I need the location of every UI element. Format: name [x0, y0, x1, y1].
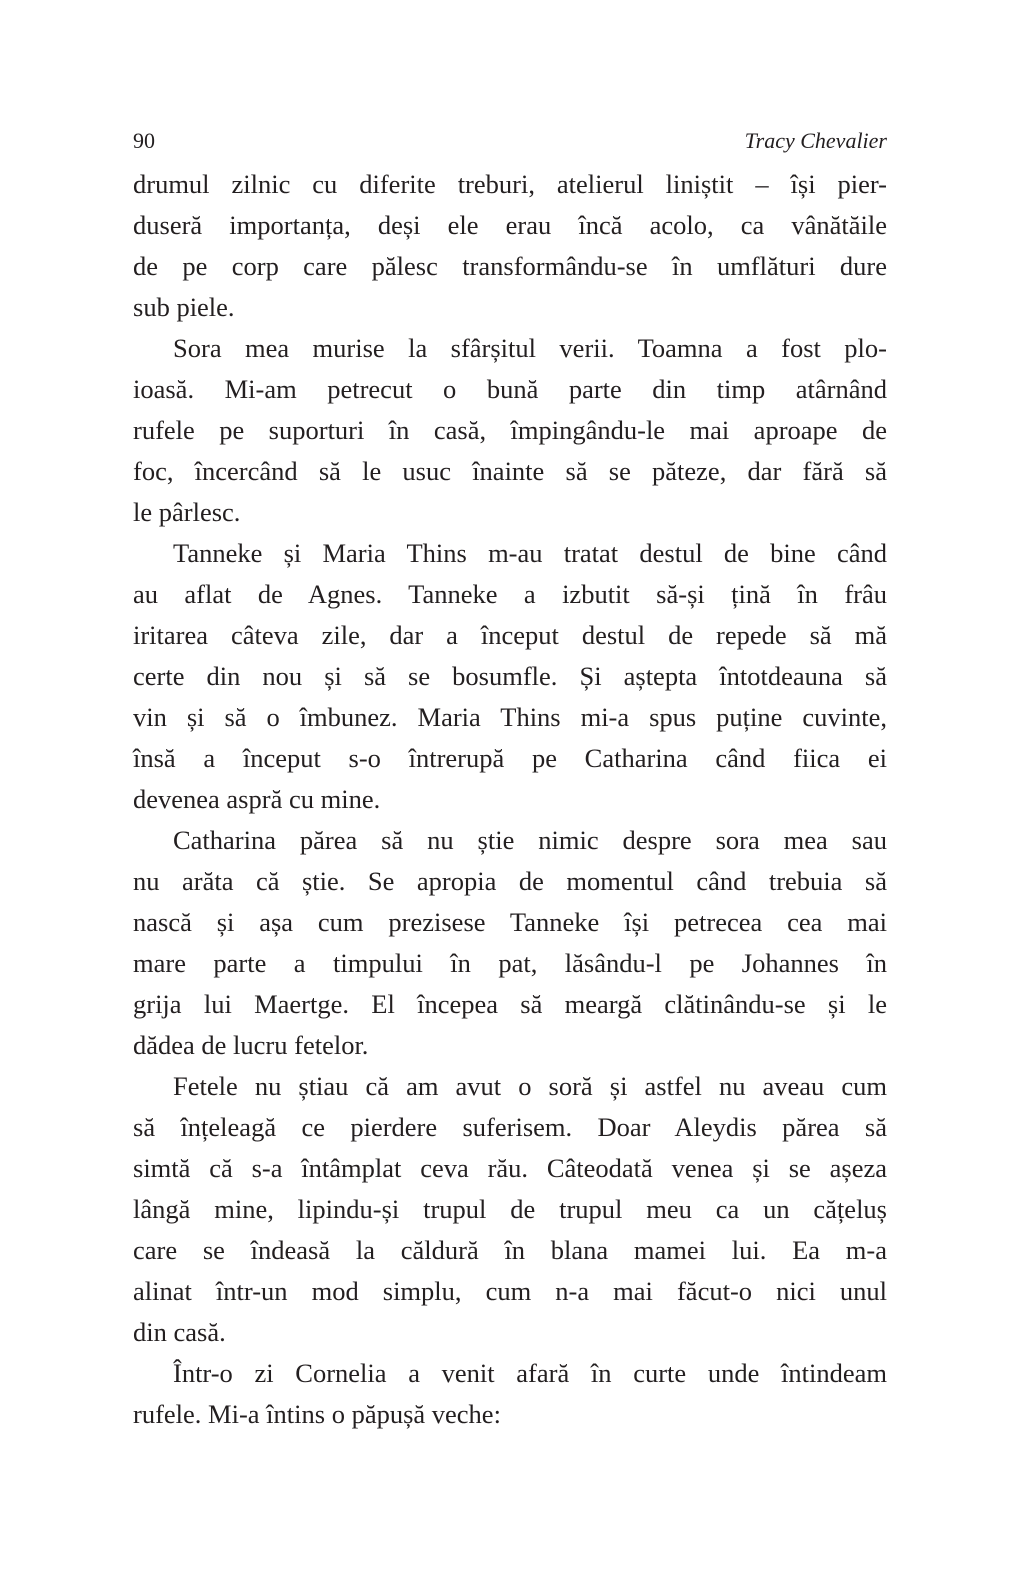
text-line: rufele pe suporturi în casă, împingându-le mai aproape de: [133, 415, 887, 445]
text-line: din casă.: [133, 1317, 226, 1347]
text-line: însă a început s-o întrerupă pe Catharina când fiica ei: [133, 743, 887, 773]
text-line: vin și să o îmbunez. Maria Thins mi-a spus puține cuvinte,: [133, 702, 887, 732]
text-line: duseră importanța, deși ele erau încă acolo, ca vânătăile: [133, 210, 887, 240]
text-line: le pârlesc.: [133, 497, 241, 527]
text-line: alinat într-un mod simplu, cum n-a mai făcut-o nici unul: [133, 1276, 887, 1306]
text-line: mare parte a timpului în pat, lăsându-l pe Johannes în: [133, 948, 887, 978]
text-line: lângă mine, lipindu-și trupul de trupul meu ca un cățeluș: [133, 1194, 887, 1224]
text-line: dădea de lucru fetelor.: [133, 1030, 369, 1060]
text-line: Fetele nu știau că am avut o soră și astfel nu aveau cum: [173, 1071, 887, 1101]
text-line: Într-o zi Cornelia a venit afară în curte unde întindeam: [173, 1358, 887, 1388]
paragraph: [133, 533, 887, 820]
text-line: certe din nou și să se bosumfle. Și aștepta întotdeauna să: [133, 661, 887, 691]
text-line: să înțeleagă ce pierdere suferisem. Doar Aleydis părea să: [133, 1112, 887, 1142]
text-line: de pe corp care pălesc transformându-se în umflături dure: [133, 251, 887, 281]
text-line: nască și așa cum prezisese Tanneke își petrecea cea mai: [133, 907, 887, 937]
text-line: au aflat de Agnes. Tanneke a izbutit să-și țină în frâu: [133, 579, 887, 609]
text-line: Tanneke și Maria Thins m-au tratat destul de bine când: [173, 538, 887, 568]
page-header: [133, 128, 887, 162]
paragraph: [133, 1353, 887, 1435]
paragraph: [133, 328, 887, 533]
running-title: Tracy Chevalier: [744, 128, 887, 153]
text-line: foc, încercând să le usuc înainte să se păteze, dar fără să: [133, 456, 887, 486]
text-line: Sora mea murise la sfârșitul verii. Toamna a fost plo-: [173, 333, 887, 363]
page-number: 90: [133, 128, 155, 153]
text-line: devenea aspră cu mine.: [133, 784, 381, 814]
text-line: sub piele.: [133, 292, 235, 322]
text-line: iritarea câteva zile, dar a început destul de repede să mă: [133, 620, 887, 650]
paragraph: [133, 1066, 887, 1353]
text-line: care se îndeasă la căldură în blana mamei lui. Ea m-a: [133, 1235, 887, 1265]
text-line: rufele. Mi-a întins o păpușă veche:: [133, 1399, 501, 1429]
text-line: simtă că s-a întâmplat ceva rău. Câteodată venea și se așeza: [133, 1153, 887, 1183]
body-text: [133, 164, 887, 1435]
text-line: ioasă. Mi-am petrecut o bună parte din timp atârnând: [133, 374, 887, 404]
paragraph: [133, 820, 887, 1066]
text-line: nu arăta că știe. Se apropia de momentul când trebuia să: [133, 866, 887, 896]
text-line: drumul zilnic cu diferite treburi, atelierul liniștit – își pier-: [133, 169, 887, 199]
text-line: grija lui Maertge. El începea să meargă clătinându-se și le: [133, 989, 887, 1019]
paragraph: [133, 164, 887, 328]
text-line: Catharina părea să nu știe nimic despre sora mea sau: [173, 825, 887, 855]
